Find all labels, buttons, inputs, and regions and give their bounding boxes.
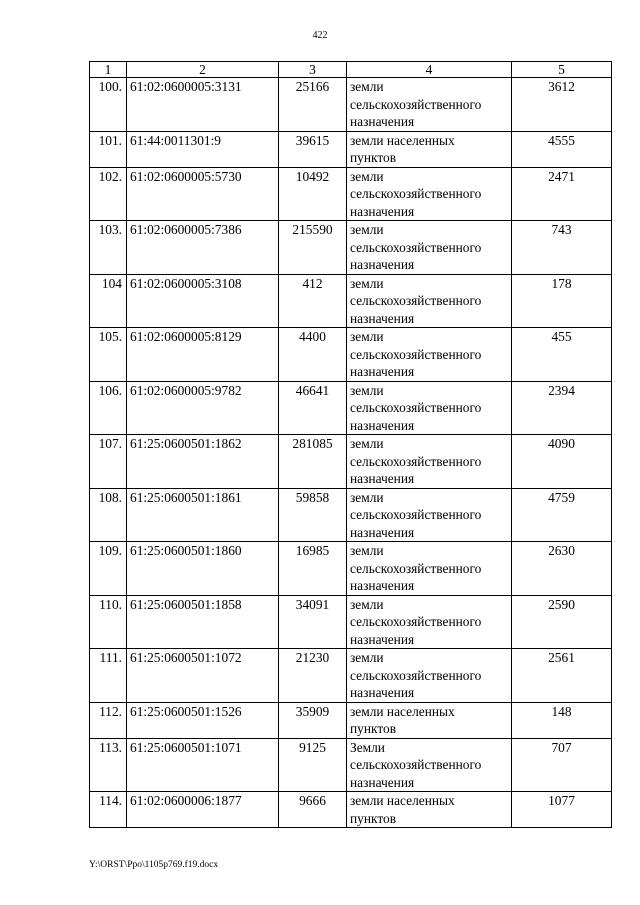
land-category-line: земли bbox=[350, 275, 384, 291]
land-category-line: назначения bbox=[350, 685, 415, 700]
row-number-cell: 109. bbox=[90, 542, 127, 596]
value-cell: 2394 bbox=[512, 381, 612, 435]
area-cell: 4400 bbox=[279, 328, 347, 382]
header-cell: 2 bbox=[127, 62, 279, 78]
cadastral-number-cell: 61:25:0600501:1071 bbox=[127, 738, 279, 792]
land-category-line: пунктов bbox=[350, 810, 397, 826]
land-category-cell bbox=[347, 381, 512, 435]
table-row bbox=[90, 328, 612, 382]
land-category-line: сельскохозяйственного bbox=[350, 560, 482, 576]
land-category-line: земли bbox=[350, 489, 384, 505]
value-cell: 4555 bbox=[512, 131, 612, 167]
land-category-cell bbox=[347, 542, 512, 596]
area-cell: 46641 bbox=[279, 381, 347, 435]
land-category-cell bbox=[347, 274, 512, 328]
land-category-line: сельскохозяйственного bbox=[350, 239, 482, 255]
land-category-line: сельскохозяйственного bbox=[350, 453, 482, 469]
table-row bbox=[90, 435, 612, 489]
land-category-line: назначения bbox=[350, 257, 415, 272]
row-number-cell: 104 bbox=[90, 274, 127, 328]
land-category-line: земли bbox=[350, 436, 384, 451]
table-row bbox=[90, 542, 612, 596]
cadastral-number-cell: 61:25:0600501:1861 bbox=[127, 488, 279, 542]
row-number-cell: 105. bbox=[90, 328, 127, 382]
table-row bbox=[90, 78, 612, 132]
land-category-line: пунктов bbox=[350, 150, 397, 165]
land-category-cell bbox=[347, 488, 512, 542]
land-category-line: земли bbox=[350, 168, 384, 184]
cadastral-number-cell: 61:02:0600005:3108 bbox=[127, 274, 279, 328]
land-category-line: назначения bbox=[350, 471, 415, 486]
land-category-cell bbox=[347, 78, 512, 132]
land-category-line: земли населенных bbox=[350, 703, 455, 719]
table-row bbox=[90, 488, 612, 542]
land-category-line: сельскохозяйственного bbox=[350, 757, 482, 772]
area-cell: 9125 bbox=[279, 738, 347, 792]
cadastral-number-cell: 61:02:0600006:1877 bbox=[127, 792, 279, 828]
area-cell: 281085 bbox=[279, 435, 347, 489]
land-category-line: назначения bbox=[350, 524, 415, 540]
row-number-cell: 106. bbox=[90, 381, 127, 435]
value-cell: 743 bbox=[512, 221, 612, 275]
land-category-line: назначения bbox=[350, 310, 415, 326]
value-cell: 1077 bbox=[512, 792, 612, 828]
cadastral-number-cell: 61:25:0600501:1860 bbox=[127, 542, 279, 596]
land-category-line: земли bbox=[350, 650, 384, 665]
land-category-line: назначения bbox=[350, 364, 415, 379]
land-category-line: земли bbox=[350, 222, 384, 237]
header-cell: 5 bbox=[512, 62, 612, 78]
land-category-cell bbox=[347, 738, 512, 792]
table-header-row bbox=[90, 62, 612, 78]
area-cell: 59858 bbox=[279, 488, 347, 542]
land-category-line: земли bbox=[350, 382, 384, 398]
value-cell: 2590 bbox=[512, 595, 612, 649]
table-row bbox=[90, 167, 612, 221]
area-cell: 39615 bbox=[279, 131, 347, 167]
land-category-cell bbox=[347, 167, 512, 221]
table-row bbox=[90, 702, 612, 738]
cadastral-number-cell: 61:02:0600005:9782 bbox=[127, 381, 279, 435]
cadastral-number-cell: 61:02:0600005:5730 bbox=[127, 167, 279, 221]
area-cell: 412 bbox=[279, 274, 347, 328]
land-category-line: назначения bbox=[350, 578, 415, 593]
cadastral-number-cell: 61:02:0600005:8129 bbox=[127, 328, 279, 382]
land-category-cell bbox=[347, 702, 512, 738]
row-number-cell: 100. bbox=[90, 78, 127, 132]
land-category-line: пунктов bbox=[350, 721, 397, 736]
cadastral-number-cell: 61:25:0600501:1862 bbox=[127, 435, 279, 489]
row-number-cell: 111. bbox=[90, 649, 127, 703]
land-category-cell bbox=[347, 221, 512, 275]
row-number-cell: 107. bbox=[90, 435, 127, 489]
cadastral-number-cell: 61:25:0600501:1526 bbox=[127, 702, 279, 738]
land-category-line: сельскохозяйственного bbox=[350, 614, 482, 629]
cadastral-number-cell: 61:44:0011301:9 bbox=[127, 131, 279, 167]
value-cell: 3612 bbox=[512, 78, 612, 132]
row-number-cell: 114. bbox=[90, 792, 127, 828]
table-row bbox=[90, 738, 612, 792]
value-cell: 178 bbox=[512, 274, 612, 328]
row-number-cell: 110. bbox=[90, 595, 127, 649]
header-cell: 3 bbox=[279, 62, 347, 78]
land-category-line: сельскохозяйственного bbox=[350, 96, 482, 112]
value-cell: 2471 bbox=[512, 167, 612, 221]
table-row bbox=[90, 274, 612, 328]
land-category-line: назначения bbox=[350, 114, 415, 129]
land-category-line: сельскохозяйственного bbox=[350, 293, 482, 308]
land-category-line: сельскохозяйственного bbox=[350, 346, 482, 362]
land-category-line: земли bbox=[350, 596, 384, 612]
area-cell: 21230 bbox=[279, 649, 347, 703]
row-number-cell: 112. bbox=[90, 702, 127, 738]
table-row bbox=[90, 792, 612, 828]
row-number-cell: 102. bbox=[90, 167, 127, 221]
cadastral-number-cell: 61:25:0600501:1858 bbox=[127, 595, 279, 649]
value-cell: 707 bbox=[512, 738, 612, 792]
value-cell: 148 bbox=[512, 702, 612, 738]
table-row bbox=[90, 381, 612, 435]
land-category-line: земли bbox=[350, 329, 384, 344]
header-cell: 4 bbox=[347, 62, 512, 78]
land-category-cell bbox=[347, 435, 512, 489]
land-category-line: земли bbox=[350, 79, 384, 94]
land-plots-table bbox=[89, 61, 612, 828]
table-row bbox=[90, 595, 612, 649]
land-category-cell bbox=[347, 649, 512, 703]
footer-file-path: Y:\ORST\Ppo\1105p769.f19.docx bbox=[89, 860, 219, 870]
area-cell: 35909 bbox=[279, 702, 347, 738]
value-cell: 4759 bbox=[512, 488, 612, 542]
area-cell: 34091 bbox=[279, 595, 347, 649]
land-category-cell bbox=[347, 131, 512, 167]
header-cell: 1 bbox=[90, 62, 127, 78]
cadastral-number-cell: 61:02:0600005:7386 bbox=[127, 221, 279, 275]
land-category-line: Земли bbox=[350, 739, 385, 755]
row-number-cell: 113. bbox=[90, 738, 127, 792]
land-category-line: назначения bbox=[350, 631, 415, 647]
value-cell: 455 bbox=[512, 328, 612, 382]
table-row bbox=[90, 221, 612, 275]
table-row bbox=[90, 649, 612, 703]
cadastral-number-cell: 61:02:0600005:3131 bbox=[127, 78, 279, 132]
land-category-line: земли населенных bbox=[350, 132, 455, 148]
land-category-cell bbox=[347, 792, 512, 828]
land-category-line: сельскохозяйственного bbox=[350, 186, 482, 201]
land-category-line: сельскохозяйственного bbox=[350, 507, 482, 522]
land-category-line: земли населенных bbox=[350, 793, 455, 808]
area-cell: 16985 bbox=[279, 542, 347, 596]
area-cell: 10492 bbox=[279, 167, 347, 221]
value-cell: 4090 bbox=[512, 435, 612, 489]
row-number-cell: 101. bbox=[90, 131, 127, 167]
area-cell: 9666 bbox=[279, 792, 347, 828]
area-cell: 25166 bbox=[279, 78, 347, 132]
row-number-cell: 108. bbox=[90, 488, 127, 542]
land-category-cell bbox=[347, 595, 512, 649]
area-cell: 215590 bbox=[279, 221, 347, 275]
page-number: 422 bbox=[312, 30, 328, 41]
row-number-cell: 103. bbox=[90, 221, 127, 275]
land-category-cell bbox=[347, 328, 512, 382]
land-category-line: назначения bbox=[350, 203, 415, 219]
land-category-line: сельскохозяйственного bbox=[350, 667, 482, 683]
table-row bbox=[90, 131, 612, 167]
land-category-line: земли bbox=[350, 543, 384, 558]
land-category-line: назначения bbox=[350, 774, 415, 790]
value-cell: 2630 bbox=[512, 542, 612, 596]
value-cell: 2561 bbox=[512, 649, 612, 703]
land-category-line: назначения bbox=[350, 417, 415, 433]
cadastral-number-cell: 61:25:0600501:1072 bbox=[127, 649, 279, 703]
land-category-line: сельскохозяйственного bbox=[350, 400, 482, 415]
